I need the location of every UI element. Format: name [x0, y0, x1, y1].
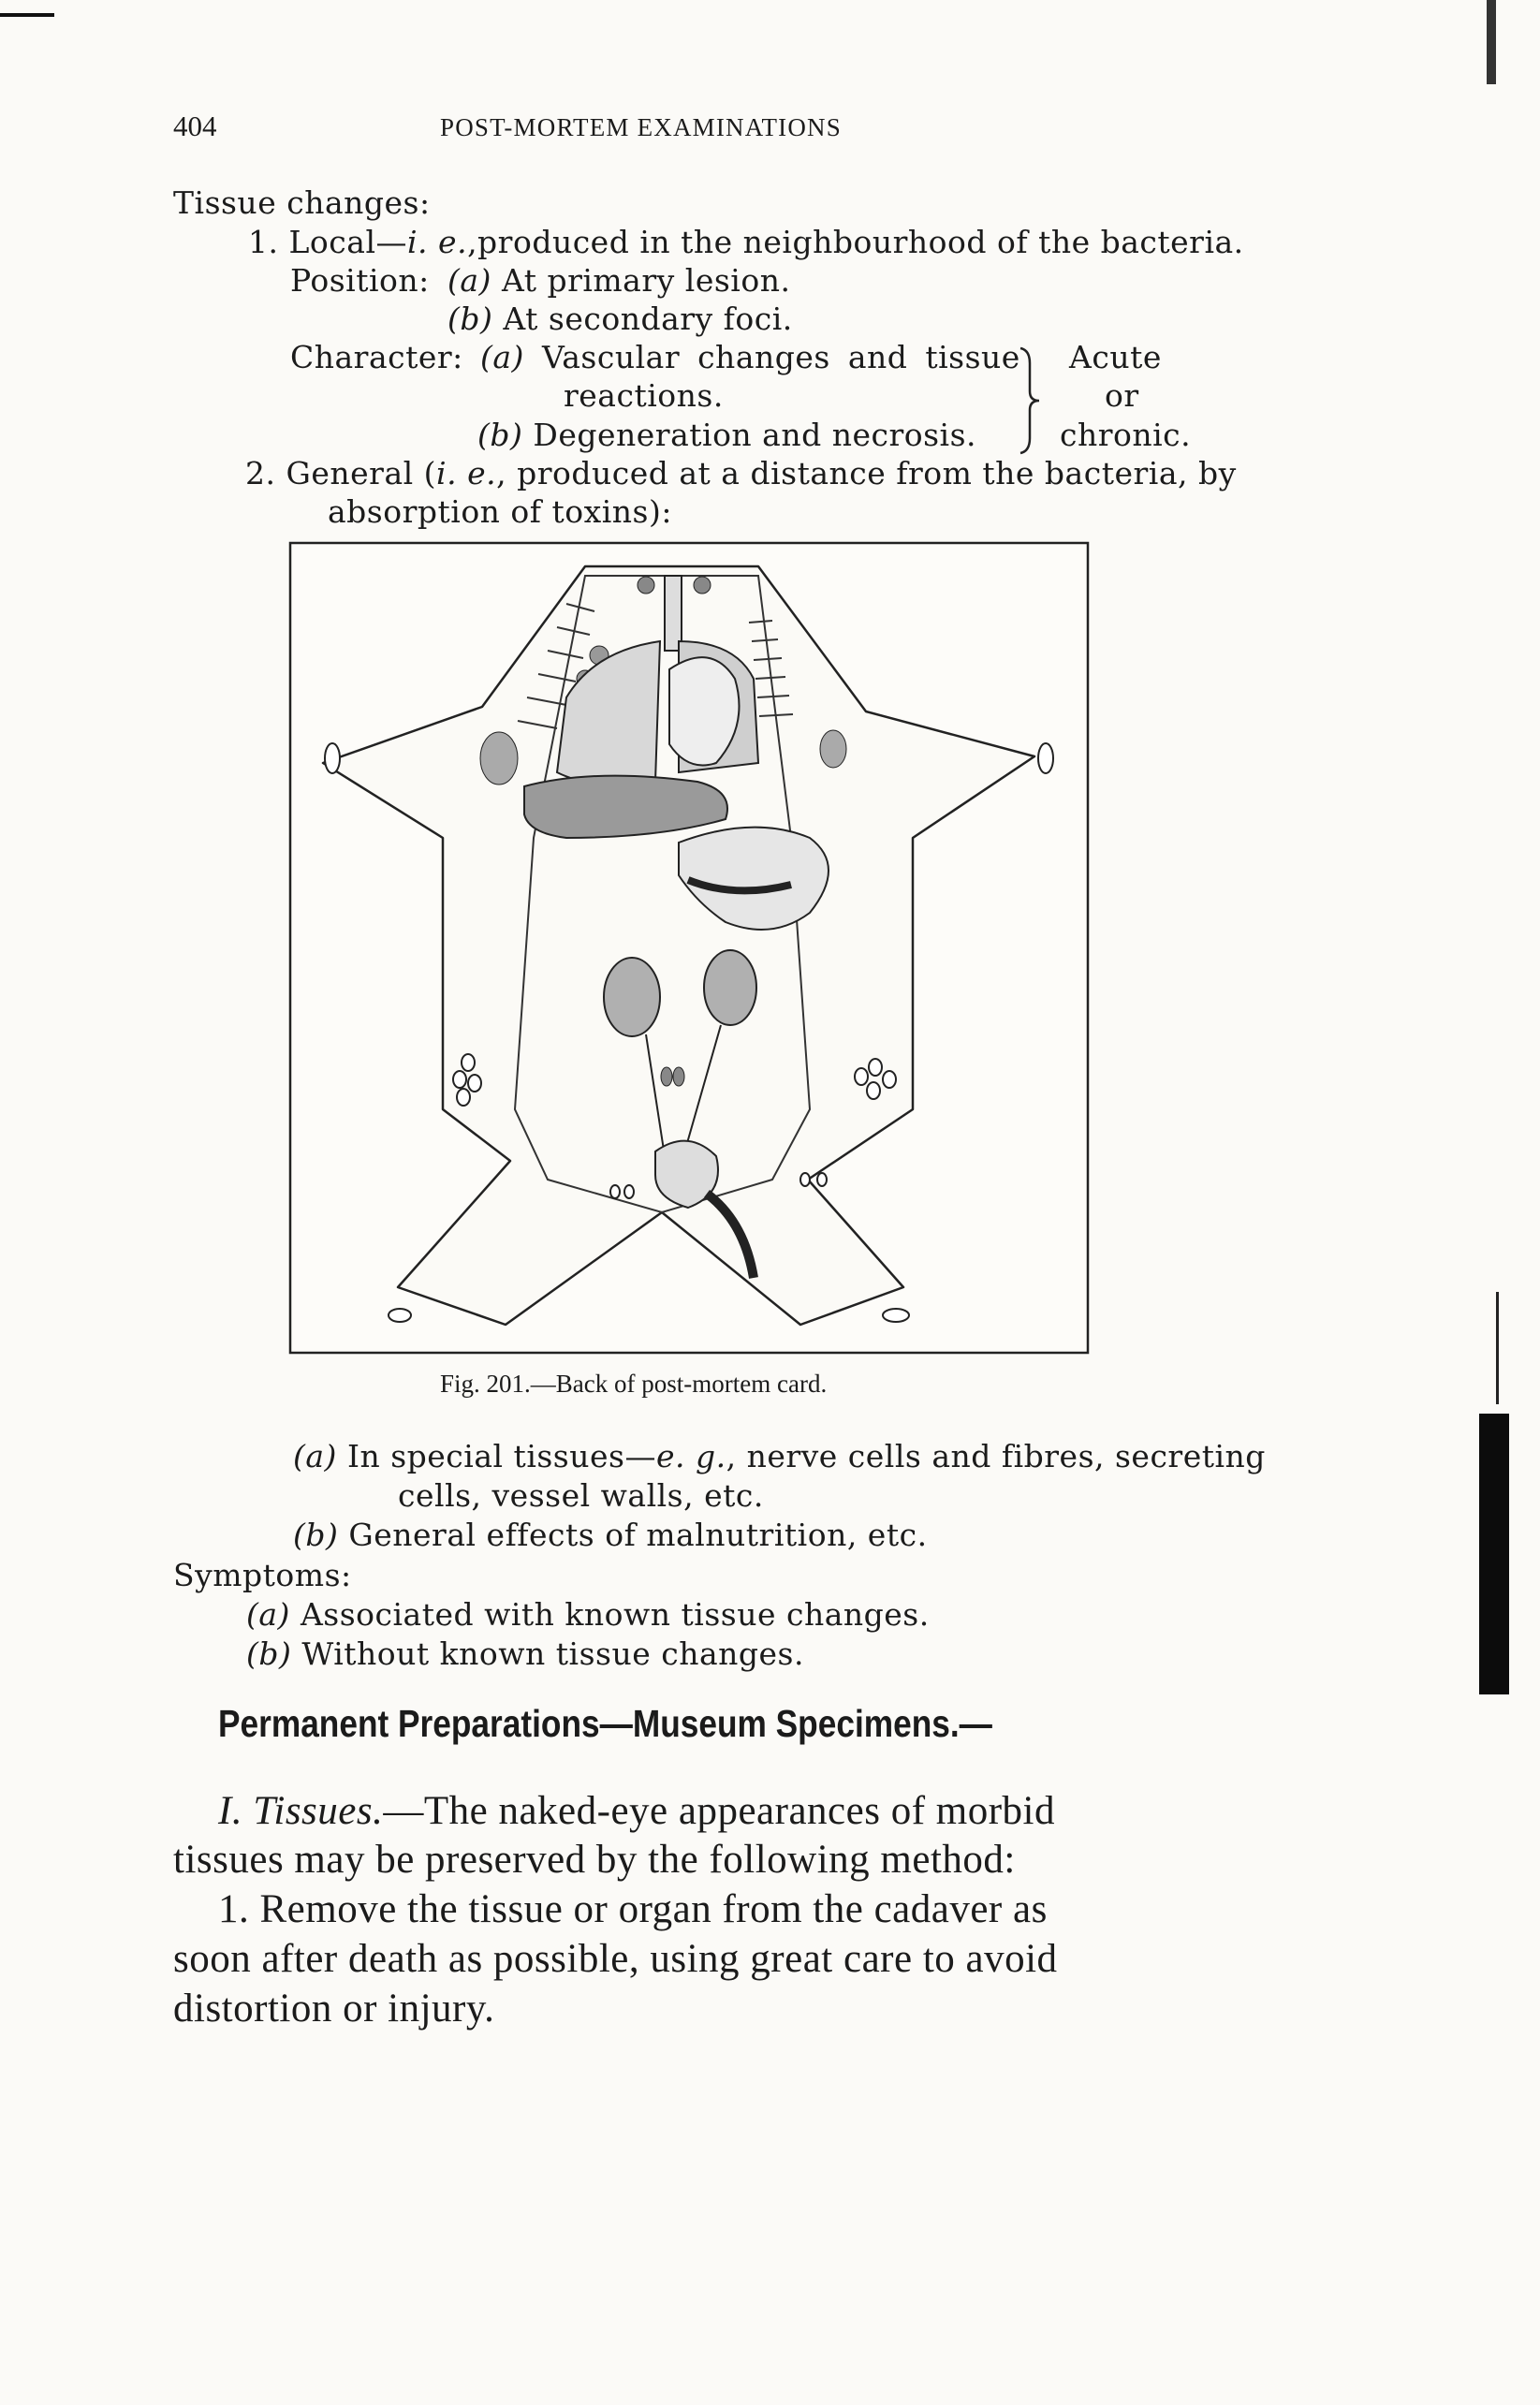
general-b — [293, 1517, 928, 1553]
vessel-left — [638, 577, 654, 594]
step1-text: Remove the tissue or organ from the cadaver as — [259, 1887, 1048, 1931]
general-a-eg: e. g. — [655, 1438, 726, 1474]
figure-caption — [440, 1370, 827, 1399]
character-label: Character: — [290, 339, 463, 375]
tissues-cont: tissues may be preserved by the following method: — [173, 1838, 1016, 1882]
general-a-mark: (a) — [293, 1438, 337, 1474]
general-number: 2. — [245, 455, 276, 491]
position-a-mark: (a) — [447, 262, 491, 299]
step1 — [218, 1886, 1048, 1932]
running-title: POST-MORTEM EXAMINATIONS — [440, 113, 842, 141]
or-label: or — [1105, 377, 1139, 414]
tissue-changes-heading: Tissue changes: — [173, 184, 431, 221]
right-leg-end — [883, 1309, 909, 1322]
character-b — [477, 417, 976, 453]
scan-edge-mark-right-line — [1496, 1292, 1499, 1404]
general-a-cont: cells, vessel walls, etc. — [398, 1477, 764, 1514]
page-number: 404 — [173, 110, 217, 142]
general-ie: i. e. — [436, 455, 497, 491]
scan-edge-mark-right-dark — [1479, 1414, 1509, 1694]
position-b-mark: (b) — [447, 301, 493, 337]
axilla-node-left — [480, 732, 518, 785]
character-a-text: Vascular changes and tissue — [541, 339, 1020, 375]
symptoms-heading: Symptoms: — [173, 1557, 352, 1593]
right-arm-end — [1038, 743, 1053, 773]
tissues-text: —The naked-eye appearances of morbid — [383, 1789, 1055, 1833]
character-a-mark: (a) — [480, 339, 524, 375]
curly-brace — [1017, 345, 1045, 457]
local-item — [248, 224, 1244, 260]
local-ie: i. e. — [407, 224, 468, 260]
character-b-mark: (b) — [477, 417, 523, 453]
axilla-node-right — [820, 730, 846, 768]
general-a — [293, 1438, 1266, 1474]
scan-edge-mark-top-right — [1487, 0, 1496, 84]
local-text: ,produced in the neighbourhood of the bacteria. — [467, 224, 1244, 260]
symptoms-b — [246, 1635, 804, 1672]
chronic-label: chronic. — [1060, 417, 1192, 453]
position-b — [447, 301, 793, 337]
trachea — [665, 576, 682, 651]
step1-cont2: distortion or injury. — [173, 1987, 495, 2031]
figure-caption-prefix: Fig. 201. — [440, 1370, 531, 1398]
mesenteric-node-1 — [661, 1067, 672, 1086]
symptoms-a-mark: (a) — [246, 1596, 290, 1633]
character-a — [480, 339, 1020, 375]
symptoms-a-text: Associated with known tissue changes. — [300, 1596, 930, 1633]
vessel-right — [694, 577, 711, 594]
position-b-text: At secondary foci. — [503, 301, 793, 337]
section-heading: Permanent Preparations—Museum Specimens.— — [218, 1702, 992, 1745]
tissues-paragraph — [218, 1788, 1055, 1834]
figure-caption-text: —Back of post-mortem card. — [530, 1370, 828, 1398]
symptoms-b-mark: (b) — [246, 1635, 292, 1672]
general-label: General ( — [286, 455, 437, 491]
general-b-text: General effects of malnutrition, etc. — [348, 1517, 928, 1553]
position-label: Position: — [290, 262, 430, 299]
local-number: 1. — [248, 224, 279, 260]
local-label: Local— — [288, 224, 407, 260]
step1-num: 1. — [218, 1887, 250, 1931]
character-b-text: Degeneration and necrosis. — [533, 417, 977, 453]
general-item — [245, 455, 1237, 491]
general-a-text1: In special tissues— — [346, 1438, 656, 1474]
tissues-italic: Tissues. — [253, 1789, 384, 1833]
character-a-cont: reactions. — [564, 377, 724, 414]
acute-label: Acute — [1069, 339, 1162, 375]
left-arm-end — [325, 743, 340, 773]
general-b-mark: (b) — [293, 1517, 339, 1553]
kidney-right — [704, 950, 756, 1025]
general-text: , produced at a distance from the bacteria, by — [496, 455, 1237, 491]
symptoms-a — [246, 1596, 930, 1633]
symptoms-b-text: Without known tissue changes. — [301, 1635, 804, 1672]
post-mortem-card-figure — [286, 538, 1093, 1357]
scan-edge-mark-top-left — [0, 13, 54, 17]
general-cont: absorption of toxins): — [328, 493, 672, 530]
left-leg-end — [389, 1309, 411, 1322]
tissues-num: I. — [218, 1789, 243, 1833]
step1-cont1: soon after death as possible, using great care to avoid — [173, 1937, 1058, 1981]
general-a-text2: , nerve cells and fibres, secreting — [726, 1438, 1266, 1474]
mesenteric-node-2 — [673, 1067, 684, 1086]
position-a-text: At primary lesion. — [501, 262, 791, 299]
kidney-left — [604, 958, 660, 1036]
position-a — [447, 262, 790, 299]
